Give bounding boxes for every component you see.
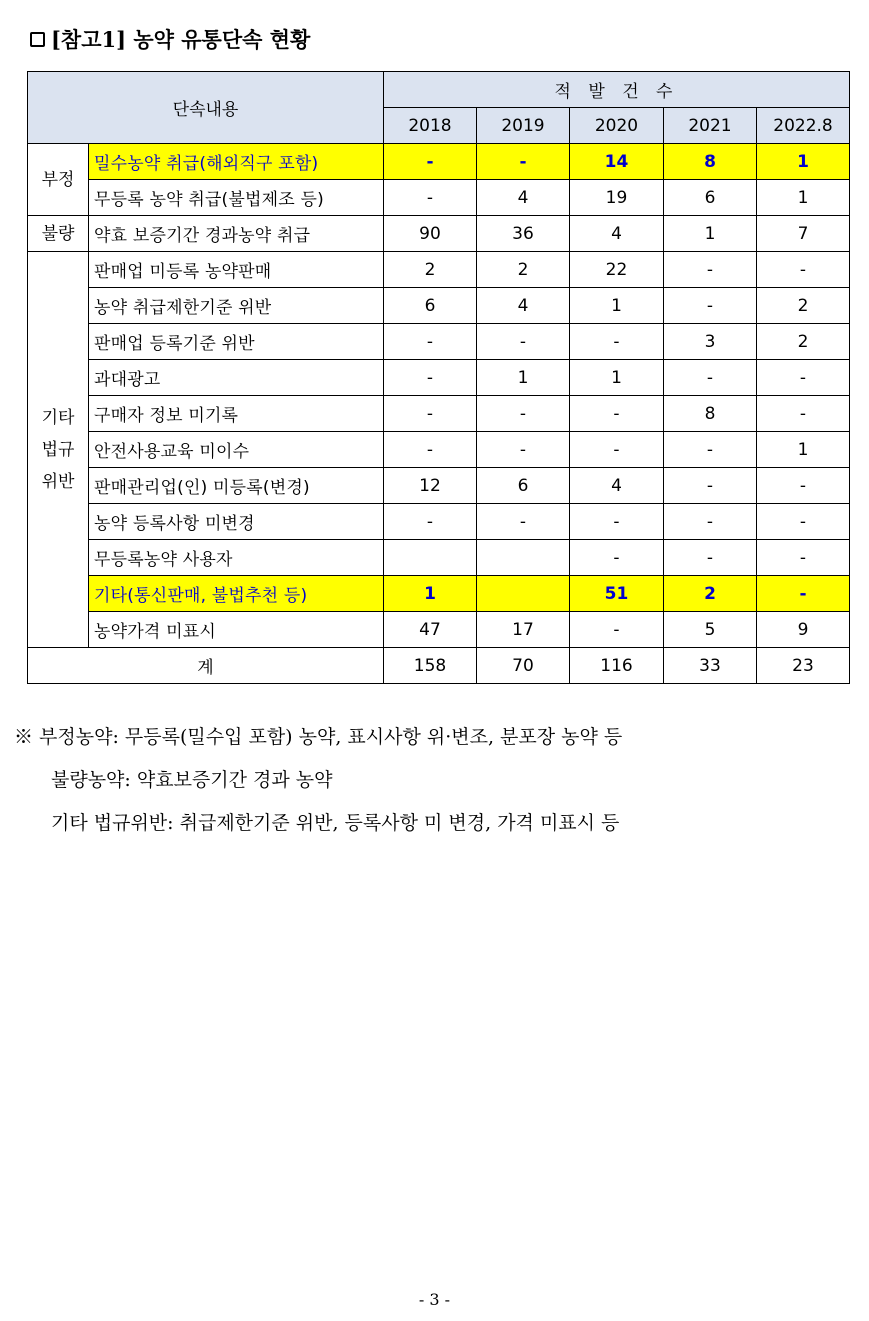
table-row	[28, 504, 850, 540]
value-cell: -	[664, 468, 757, 504]
item-cell: 판매업 미등록 농약판매	[89, 252, 384, 288]
item-cell: 판매관리업(인) 미등록(변경)	[89, 468, 384, 504]
value-cell: 4	[477, 288, 570, 324]
item-cell: 무등록농약 사용자	[89, 540, 384, 576]
table-row	[28, 396, 850, 432]
value-cell: -	[757, 504, 850, 540]
value-cell: -	[664, 252, 757, 288]
value-cell: -	[384, 396, 477, 432]
enforcement-table	[27, 71, 850, 684]
value-cell: -	[757, 252, 850, 288]
header-year: 2020	[570, 108, 664, 144]
item-cell: 밀수농약 취급(해외직구 포함)	[89, 144, 384, 180]
category-label: 부정	[41, 169, 75, 190]
value-cell: -	[570, 612, 664, 648]
total-label: 계	[28, 648, 384, 684]
section-title-text: [참고1] 농약 유통단속 현황	[51, 27, 311, 52]
header-year: 2018	[384, 108, 477, 144]
value-cell: -	[477, 432, 570, 468]
value-cell: 1	[384, 576, 477, 612]
value-cell	[477, 540, 570, 576]
table-row	[28, 216, 850, 252]
value-cell: 17	[477, 612, 570, 648]
value-cell: 2	[757, 324, 850, 360]
value-cell: -	[664, 504, 757, 540]
value-cell: 6	[477, 468, 570, 504]
note-line: ※ 부정농약: 무등록(밀수입 포함) 농약, 표시사항 위·변조, 분포장 농약 등	[14, 726, 623, 748]
header-year: 2022.8	[757, 108, 850, 144]
value-cell: -	[570, 504, 664, 540]
header-year: 2021	[664, 108, 757, 144]
value-cell: 4	[477, 180, 570, 216]
value-cell: 2	[664, 576, 757, 612]
value-cell: 1	[477, 360, 570, 396]
value-cell: -	[664, 360, 757, 396]
notes	[14, 716, 622, 845]
value-cell	[384, 540, 477, 576]
value-cell: 8	[664, 396, 757, 432]
value-cell: 1	[757, 432, 850, 468]
value-cell: 6	[384, 288, 477, 324]
header-row-1	[28, 72, 850, 108]
value-cell: -	[477, 324, 570, 360]
value-cell: -	[757, 396, 850, 432]
header-content: 단속내용	[28, 72, 384, 144]
value-cell: 51	[570, 576, 664, 612]
category-cell	[28, 216, 89, 252]
value-cell: 3	[664, 324, 757, 360]
value-cell: 14	[570, 144, 664, 180]
table-row	[28, 432, 850, 468]
value-cell: 19	[570, 180, 664, 216]
note-line: 불량농약: 약효보증기간 경과 농약	[51, 769, 333, 791]
value-cell: -	[477, 396, 570, 432]
item-cell: 농약가격 미표시	[89, 612, 384, 648]
table-row	[28, 288, 850, 324]
value-cell: -	[570, 324, 664, 360]
value-cell: 5	[664, 612, 757, 648]
item-cell: 안전사용교육 미이수	[89, 432, 384, 468]
value-cell: 22	[570, 252, 664, 288]
value-cell: -	[384, 180, 477, 216]
item-cell: 무등록 농약 취급(불법제조 등)	[89, 180, 384, 216]
table-row	[28, 180, 850, 216]
value-cell: -	[757, 540, 850, 576]
value-cell: 2	[757, 288, 850, 324]
value-cell: -	[664, 540, 757, 576]
value-cell: 7	[757, 216, 850, 252]
value-cell: 1	[570, 288, 664, 324]
value-cell: 1	[570, 360, 664, 396]
total-value: 158	[384, 648, 477, 684]
value-cell: 1	[757, 144, 850, 180]
table-row	[28, 324, 850, 360]
value-cell: -	[757, 468, 850, 504]
value-cell: -	[384, 324, 477, 360]
value-cell: 4	[570, 216, 664, 252]
item-cell: 농약 취급제한기준 위반	[89, 288, 384, 324]
note-line: 기타 법규위반: 취급제한기준 위반, 등록사항 미 변경, 가격 미표시 등	[51, 812, 620, 834]
value-cell: 2	[477, 252, 570, 288]
item-cell: 판매업 등록기준 위반	[89, 324, 384, 360]
value-cell: -	[757, 360, 850, 396]
page-number: - 3 -	[418, 1290, 451, 1309]
value-cell: 2	[384, 252, 477, 288]
value-cell: -	[477, 504, 570, 540]
value-cell: 1	[757, 180, 850, 216]
value-cell: 47	[384, 612, 477, 648]
item-cell: 기타(통신판매, 불법추천 등)	[89, 576, 384, 612]
value-cell: 9	[757, 612, 850, 648]
table-row	[28, 540, 850, 576]
value-cell: 4	[570, 468, 664, 504]
value-cell: -	[570, 432, 664, 468]
value-cell: -	[664, 432, 757, 468]
table-row	[28, 360, 850, 396]
value-cell: 6	[664, 180, 757, 216]
value-cell: -	[570, 540, 664, 576]
category-label: 위반	[41, 471, 75, 492]
value-cell: -	[664, 288, 757, 324]
table-row	[28, 252, 850, 288]
item-cell: 구매자 정보 미기록	[89, 396, 384, 432]
total-value: 116	[570, 648, 664, 684]
value-cell	[477, 576, 570, 612]
value-cell: -	[570, 396, 664, 432]
table-row	[28, 468, 850, 504]
header-count: 적 발 건 수	[384, 72, 850, 108]
checkbox-square-icon	[30, 32, 45, 47]
section-title	[30, 24, 310, 54]
item-cell: 약효 보증기간 경과농약 취급	[89, 216, 384, 252]
value-cell: 36	[477, 216, 570, 252]
value-cell: -	[757, 576, 850, 612]
value-cell: -	[477, 144, 570, 180]
total-value: 70	[477, 648, 570, 684]
total-value: 33	[664, 648, 757, 684]
table-row	[28, 612, 850, 648]
item-cell: 농약 등록사항 미변경	[89, 504, 384, 540]
value-cell: 12	[384, 468, 477, 504]
category-label: 불량	[41, 223, 75, 244]
value-cell: -	[384, 504, 477, 540]
category-label: 법규	[41, 439, 75, 460]
item-cell: 과대광고	[89, 360, 384, 396]
table-row	[28, 576, 850, 612]
value-cell: -	[384, 432, 477, 468]
total-row	[28, 648, 850, 684]
header-year: 2019	[477, 108, 570, 144]
value-cell: 1	[664, 216, 757, 252]
value-cell: 8	[664, 144, 757, 180]
category-cell	[28, 144, 89, 216]
value-cell: -	[384, 144, 477, 180]
total-value: 23	[757, 648, 850, 684]
category-label: 기타	[41, 407, 75, 428]
category-cell	[28, 252, 89, 648]
value-cell: 90	[384, 216, 477, 252]
table-row	[28, 144, 850, 180]
value-cell: -	[384, 360, 477, 396]
